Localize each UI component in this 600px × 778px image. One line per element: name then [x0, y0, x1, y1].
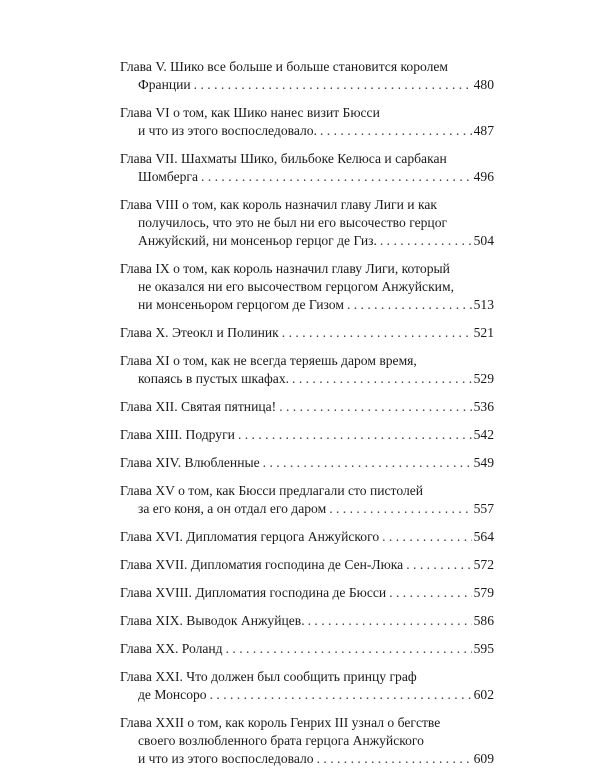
- dot-leader: [210, 686, 472, 704]
- dot-leader: [263, 454, 472, 472]
- toc-entry: [120, 640, 494, 658]
- toc-page-number: 595: [473, 641, 494, 656]
- toc-entry-text: ни монсеньором герцогом де Гизом: [138, 297, 344, 312]
- toc-entry-text: Глава VII. Шахматы Шико, бильбоке Келюса и сарбакан: [120, 151, 447, 166]
- dot-leader: [329, 500, 471, 518]
- toc-entry: [120, 714, 494, 768]
- toc-entry: [120, 196, 494, 250]
- toc-entry-line: [120, 686, 494, 704]
- toc-entry: [120, 528, 494, 546]
- toc-entry-line: [120, 150, 494, 168]
- toc-entry-text: Глава XII. Святая пятница!: [120, 399, 277, 414]
- toc-entry-line: [120, 260, 494, 278]
- toc-entry-line: [120, 732, 494, 750]
- toc-entry-line: [120, 196, 494, 214]
- dot-leader: [317, 750, 472, 768]
- dot-leader: [380, 232, 472, 250]
- dot-leader: [320, 122, 472, 140]
- toc-entry-text: Глава XI о том, как не всегда теряешь даром время,: [120, 353, 417, 368]
- dot-leader: [279, 398, 471, 416]
- toc-entry-text: Глава XVI. Дипломатия герцога Анжуйского: [120, 529, 380, 544]
- toc-entry: [120, 58, 494, 94]
- dot-leader: [282, 324, 472, 342]
- toc-entry-line: [120, 168, 494, 186]
- toc-entry-text: своего возлюбленного брата герцога Анжуйского: [138, 733, 424, 748]
- toc-page-number: 496: [473, 169, 494, 184]
- toc-entry-text: Глава V. Шико все больше и больше становится королем: [120, 59, 449, 74]
- toc-entry-line: [120, 278, 494, 296]
- dot-leader: [406, 556, 471, 574]
- toc-entry-line: [120, 296, 494, 314]
- dot-leader: [201, 168, 472, 186]
- toc-entry-line: [120, 612, 494, 630]
- toc-entry: [120, 426, 494, 444]
- toc-entry-text: Глава XXII о том, как король Генрих III узнал о бегстве: [120, 715, 441, 730]
- toc-page-number: 586: [473, 613, 494, 628]
- toc-page-number: 480: [473, 77, 494, 92]
- toc-entry: [120, 482, 494, 518]
- toc-entry-line: [120, 370, 494, 388]
- toc-entry-line: [120, 352, 494, 370]
- dot-leader: [194, 76, 472, 94]
- toc-page-number: 609: [473, 751, 494, 766]
- toc-entry-line: [120, 556, 494, 574]
- toc-entry-text: Глава XIV. Влюбленные: [120, 455, 260, 470]
- toc-entry-line: [120, 714, 494, 732]
- toc-page-number: 542: [473, 427, 494, 442]
- toc-entry: [120, 454, 494, 472]
- toc-entry: [120, 668, 494, 704]
- toc-entry-line: [120, 528, 494, 546]
- toc-entry: [120, 556, 494, 574]
- toc-entry-line: [120, 122, 494, 140]
- toc-entry-line: [120, 750, 494, 768]
- toc-page-number: 572: [473, 557, 494, 572]
- toc-entry-line: [120, 668, 494, 686]
- toc-entry-text: Глава XV о том, как Бюсси предлагали сто пистолей: [120, 483, 424, 498]
- toc-entry-text: Глава IX о том, как король назначил главу Лиги, который: [120, 261, 450, 276]
- toc-page-number: 536: [473, 399, 494, 414]
- toc-entry-line: [120, 324, 494, 342]
- toc-entry-text: Глава XX. Роланд: [120, 641, 223, 656]
- toc-entry-text: и что из этого воспоследовало: [138, 751, 314, 766]
- dot-leader: [226, 640, 472, 658]
- toc-entry: [120, 352, 494, 388]
- toc-entry: [120, 150, 494, 186]
- toc-entry-line: [120, 454, 494, 472]
- dot-leader: [389, 584, 471, 602]
- toc-page-number: 529: [473, 371, 494, 386]
- toc-entry-line: [120, 104, 494, 122]
- toc-entry-line: [120, 584, 494, 602]
- toc-entry-line: [120, 76, 494, 94]
- toc-entry: [120, 324, 494, 342]
- toc-entry-line: [120, 426, 494, 444]
- toc-page-number: 564: [473, 529, 494, 544]
- toc-page-number: 602: [473, 687, 494, 702]
- toc-entry-line: [120, 214, 494, 232]
- toc-entry-text: получилось, что это не был ни его высочество герцог: [138, 215, 448, 230]
- toc-entry: [120, 260, 494, 314]
- toc-entry-text: Глава XXI. Что должен был сообщить принцу граф: [120, 669, 417, 684]
- toc-entry-line: [120, 58, 494, 76]
- toc-entry-text: Глава XVII. Дипломатия господина де Сен-Люка: [120, 557, 404, 572]
- dot-leader: [308, 612, 472, 630]
- toc-page-number: 521: [473, 325, 494, 340]
- toc-entry-text: Шомберга: [138, 169, 199, 184]
- toc-page-number: 487: [473, 123, 494, 138]
- toc-entry-text: и что из этого воспоследовало.: [138, 123, 317, 138]
- dot-leader: [238, 426, 472, 444]
- toc-entry-line: [120, 640, 494, 658]
- dot-leader: [382, 528, 471, 546]
- toc-entry-text: Глава X. Этеокл и Полиник: [120, 325, 279, 340]
- toc-page-number: 579: [473, 585, 494, 600]
- dot-leader: [347, 296, 472, 314]
- table-of-contents: [120, 58, 494, 778]
- toc-page-number: 557: [473, 501, 494, 516]
- toc-page-number: 549: [473, 455, 494, 470]
- toc-entry-line: [120, 398, 494, 416]
- toc-entry-text: Глава VIII о том, как король назначил главу Лиги и как: [120, 197, 437, 212]
- toc-page-number: 513: [473, 297, 494, 312]
- toc-entry: [120, 612, 494, 630]
- toc-entry-line: [120, 500, 494, 518]
- toc-entry: [120, 104, 494, 140]
- toc-entry-line: [120, 482, 494, 500]
- toc-entry-text: Глава XIX. Выводок Анжуйцев.: [120, 613, 305, 628]
- toc-entry: [120, 398, 494, 416]
- toc-entry-text: де Монсоро: [138, 687, 207, 702]
- toc-entry-text: Глава XVIII. Дипломатия господина де Бюсси: [120, 585, 387, 600]
- toc-page-number: 504: [473, 233, 494, 248]
- toc-entry-text: не оказался ни его высочеством герцогом Анжуйским,: [138, 279, 454, 294]
- toc-entry-line: [120, 232, 494, 250]
- toc-entry-text: Глава VI о том, как Шико нанес визит Бюсси: [120, 105, 380, 120]
- toc-entry: [120, 584, 494, 602]
- toc-entry-text: Глава XIII. Подруги: [120, 427, 235, 442]
- toc-entry-text: копаясь в пустых шкафах.: [138, 371, 290, 386]
- toc-entry-text: за его коня, а он отдал его даром: [138, 501, 327, 516]
- toc-entry-text: Анжуйский, ни монсеньор герцог де Гиз.: [138, 233, 377, 248]
- toc-entry-text: Франции: [138, 77, 191, 92]
- dot-leader: [292, 370, 472, 388]
